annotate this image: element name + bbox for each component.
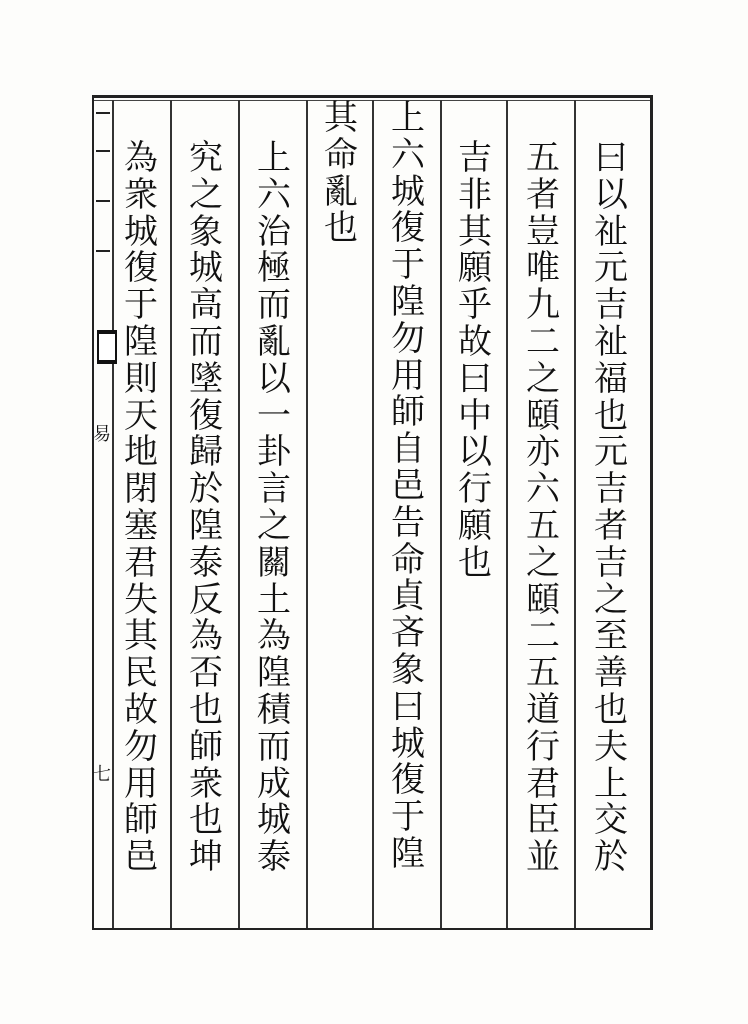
frame-bottom-border xyxy=(92,928,652,930)
column-character: 師 xyxy=(391,392,425,433)
column-character: 象 xyxy=(189,211,223,252)
column-character: 臣 xyxy=(526,800,560,841)
column-character: 也 xyxy=(594,689,628,730)
column-character: 民 xyxy=(124,653,158,694)
column-character: 隍 xyxy=(257,653,291,694)
column-character: 上 xyxy=(594,763,628,804)
column-character: 故 xyxy=(124,689,158,730)
column-character: 二 xyxy=(526,321,560,362)
column-character: 命 xyxy=(324,134,358,175)
frame-left-border xyxy=(92,95,94,930)
column-character: 自 xyxy=(391,429,425,470)
column-character: 于 xyxy=(391,797,425,838)
column-character: 願 xyxy=(458,248,492,289)
column-character: 泰 xyxy=(189,542,223,583)
column-character: 為 xyxy=(257,616,291,657)
column-character: 隍 xyxy=(391,281,425,322)
column-character: 亦 xyxy=(526,432,560,473)
column-character: 行 xyxy=(458,469,492,510)
column-character: 上 xyxy=(391,98,425,138)
column-character: 城 xyxy=(257,800,291,841)
column-character: 元 xyxy=(594,248,628,289)
column-character: 否 xyxy=(189,653,223,694)
column-character: 則 xyxy=(124,358,158,399)
column-character: 吉 xyxy=(594,285,628,326)
column-character: 夫 xyxy=(594,726,628,767)
column-character: 吉 xyxy=(594,469,628,510)
column-character: 六 xyxy=(526,469,560,510)
column-character: 二 xyxy=(526,616,560,657)
column-character: 命 xyxy=(391,539,425,580)
fish-tail-mark xyxy=(97,330,117,364)
column-character: 以 xyxy=(257,358,291,399)
column-rule xyxy=(238,100,240,928)
column-character: 曰 xyxy=(594,138,628,178)
margin-tick xyxy=(96,150,110,152)
column-character: 究 xyxy=(189,138,223,178)
column-character: 以 xyxy=(594,174,628,215)
column-character: 祉 xyxy=(594,321,628,362)
frame-right-border xyxy=(650,95,653,930)
column-character: 城 xyxy=(124,211,158,252)
column-character: 為 xyxy=(189,616,223,657)
column-character: 頤 xyxy=(526,579,560,620)
column-character: 吉 xyxy=(594,542,628,583)
column-character: 用 xyxy=(391,355,425,396)
column-character: 之 xyxy=(526,542,560,583)
column-character: 也 xyxy=(189,689,223,730)
column-character: 隍 xyxy=(124,321,158,362)
column-character: 亂 xyxy=(257,321,291,362)
column-character: 之 xyxy=(189,174,223,215)
column-character: 頤 xyxy=(526,395,560,436)
column-character: 復 xyxy=(189,395,223,436)
column-character: 于 xyxy=(391,245,425,286)
column-character: 之 xyxy=(257,505,291,546)
column-character: 天 xyxy=(124,395,158,436)
column-character: 治 xyxy=(257,211,291,252)
column-character: 也 xyxy=(458,542,492,583)
column-character: 隍 xyxy=(189,505,223,546)
column-character: 衆 xyxy=(189,763,223,804)
text-column-7 xyxy=(180,140,232,876)
column-character: 乎 xyxy=(458,285,492,326)
column-character: 行 xyxy=(526,726,560,767)
column-rule xyxy=(112,100,114,928)
column-character: 至 xyxy=(594,616,628,657)
column-character: 者 xyxy=(594,505,628,546)
column-character: 六 xyxy=(257,174,291,215)
column-character: 為 xyxy=(124,138,158,178)
column-rule xyxy=(306,100,308,928)
column-character: 中 xyxy=(458,395,492,436)
column-character: 君 xyxy=(124,542,158,583)
column-character: 福 xyxy=(594,358,628,399)
text-column-3 xyxy=(449,140,501,582)
column-character: 唯 xyxy=(526,248,560,289)
column-character: 於 xyxy=(189,469,223,510)
column-character: 上 xyxy=(257,138,291,178)
column-character: 五 xyxy=(526,138,560,178)
text-column-1 xyxy=(585,140,637,876)
column-character: 積 xyxy=(257,689,291,730)
column-character: 也 xyxy=(594,395,628,436)
column-character: 故 xyxy=(458,321,492,362)
column-character: 城 xyxy=(189,248,223,289)
column-character: 告 xyxy=(391,502,425,543)
column-character: 元 xyxy=(594,432,628,473)
column-character: 城 xyxy=(391,171,425,212)
column-rule xyxy=(506,100,508,928)
margin-fascicle: 七 xyxy=(93,764,111,785)
column-character: 卦 xyxy=(257,432,291,473)
column-character: 邑 xyxy=(391,465,425,506)
column-character: 之 xyxy=(526,358,560,399)
column-rule xyxy=(170,100,172,928)
column-character: 地 xyxy=(124,432,158,473)
column-character: 六 xyxy=(391,134,425,175)
column-character: 也 xyxy=(189,800,223,841)
column-character: 五 xyxy=(526,653,560,694)
column-character: 師 xyxy=(124,800,158,841)
column-character: 坤 xyxy=(189,837,223,878)
column-character: 復 xyxy=(391,760,425,801)
text-column-4 xyxy=(382,100,434,873)
column-character: 願 xyxy=(458,505,492,546)
column-character: 失 xyxy=(124,579,158,620)
column-character: 邑 xyxy=(124,837,158,878)
column-character: 一 xyxy=(257,395,291,436)
column-character: 而 xyxy=(257,726,291,767)
column-character: 其 xyxy=(124,616,158,657)
column-character: 反 xyxy=(189,579,223,620)
text-column-2 xyxy=(517,140,569,876)
column-character: 隍 xyxy=(391,833,425,874)
column-character: 豈 xyxy=(526,211,560,252)
column-character: 墜 xyxy=(189,358,223,399)
column-character: 者 xyxy=(526,174,560,215)
column-character: 勿 xyxy=(391,318,425,359)
column-character: 成 xyxy=(257,763,291,804)
column-character: 曰 xyxy=(391,686,425,727)
column-character: 非 xyxy=(458,174,492,215)
column-character: 九 xyxy=(526,285,560,326)
column-character: 於 xyxy=(594,837,628,878)
frame-top-border xyxy=(92,95,652,98)
column-character: 善 xyxy=(594,653,628,694)
column-character: 歸 xyxy=(189,432,223,473)
column-character: 而 xyxy=(257,285,291,326)
column-rule xyxy=(574,100,576,928)
column-character: 極 xyxy=(257,248,291,289)
column-character: 曰 xyxy=(458,358,492,399)
margin-title: 易 xyxy=(93,424,111,445)
column-character: 五 xyxy=(526,505,560,546)
column-rule xyxy=(440,100,442,928)
column-character: 祉 xyxy=(594,211,628,252)
margin-tick xyxy=(96,200,110,202)
column-character: 言 xyxy=(257,469,291,510)
column-character: 泰 xyxy=(257,837,291,878)
column-character: 吉 xyxy=(458,138,492,178)
column-character: 衆 xyxy=(124,174,158,215)
text-column-5 xyxy=(315,100,367,247)
margin-tick xyxy=(96,250,110,252)
column-character: 以 xyxy=(458,432,492,473)
column-character: 塞 xyxy=(124,505,158,546)
column-character: 其 xyxy=(324,98,358,138)
column-character: 于 xyxy=(124,285,158,326)
column-character: 勿 xyxy=(124,726,158,767)
column-rule xyxy=(372,100,374,928)
column-character: 亂 xyxy=(324,171,358,212)
column-character: 閉 xyxy=(124,469,158,510)
column-character: 土 xyxy=(257,579,291,620)
column-character: 象 xyxy=(391,649,425,690)
column-character: 之 xyxy=(594,579,628,620)
column-character: 交 xyxy=(594,800,628,841)
column-character: 復 xyxy=(391,208,425,249)
column-character: 也 xyxy=(324,208,358,249)
margin-tick xyxy=(96,112,110,114)
column-character: 其 xyxy=(458,211,492,252)
column-character: 師 xyxy=(189,726,223,767)
column-character: 關 xyxy=(257,542,291,583)
column-character: 並 xyxy=(526,837,560,878)
column-character: 城 xyxy=(391,723,425,764)
column-character: 貞 xyxy=(391,576,425,617)
column-character: 高 xyxy=(189,285,223,326)
text-column-8 xyxy=(115,140,167,876)
column-character: 道 xyxy=(526,689,560,730)
column-character: 君 xyxy=(526,763,560,804)
text-column-6 xyxy=(248,140,300,876)
column-character: 吝 xyxy=(391,613,425,654)
column-character: 而 xyxy=(189,321,223,362)
column-character: 用 xyxy=(124,763,158,804)
column-character: 復 xyxy=(124,248,158,289)
